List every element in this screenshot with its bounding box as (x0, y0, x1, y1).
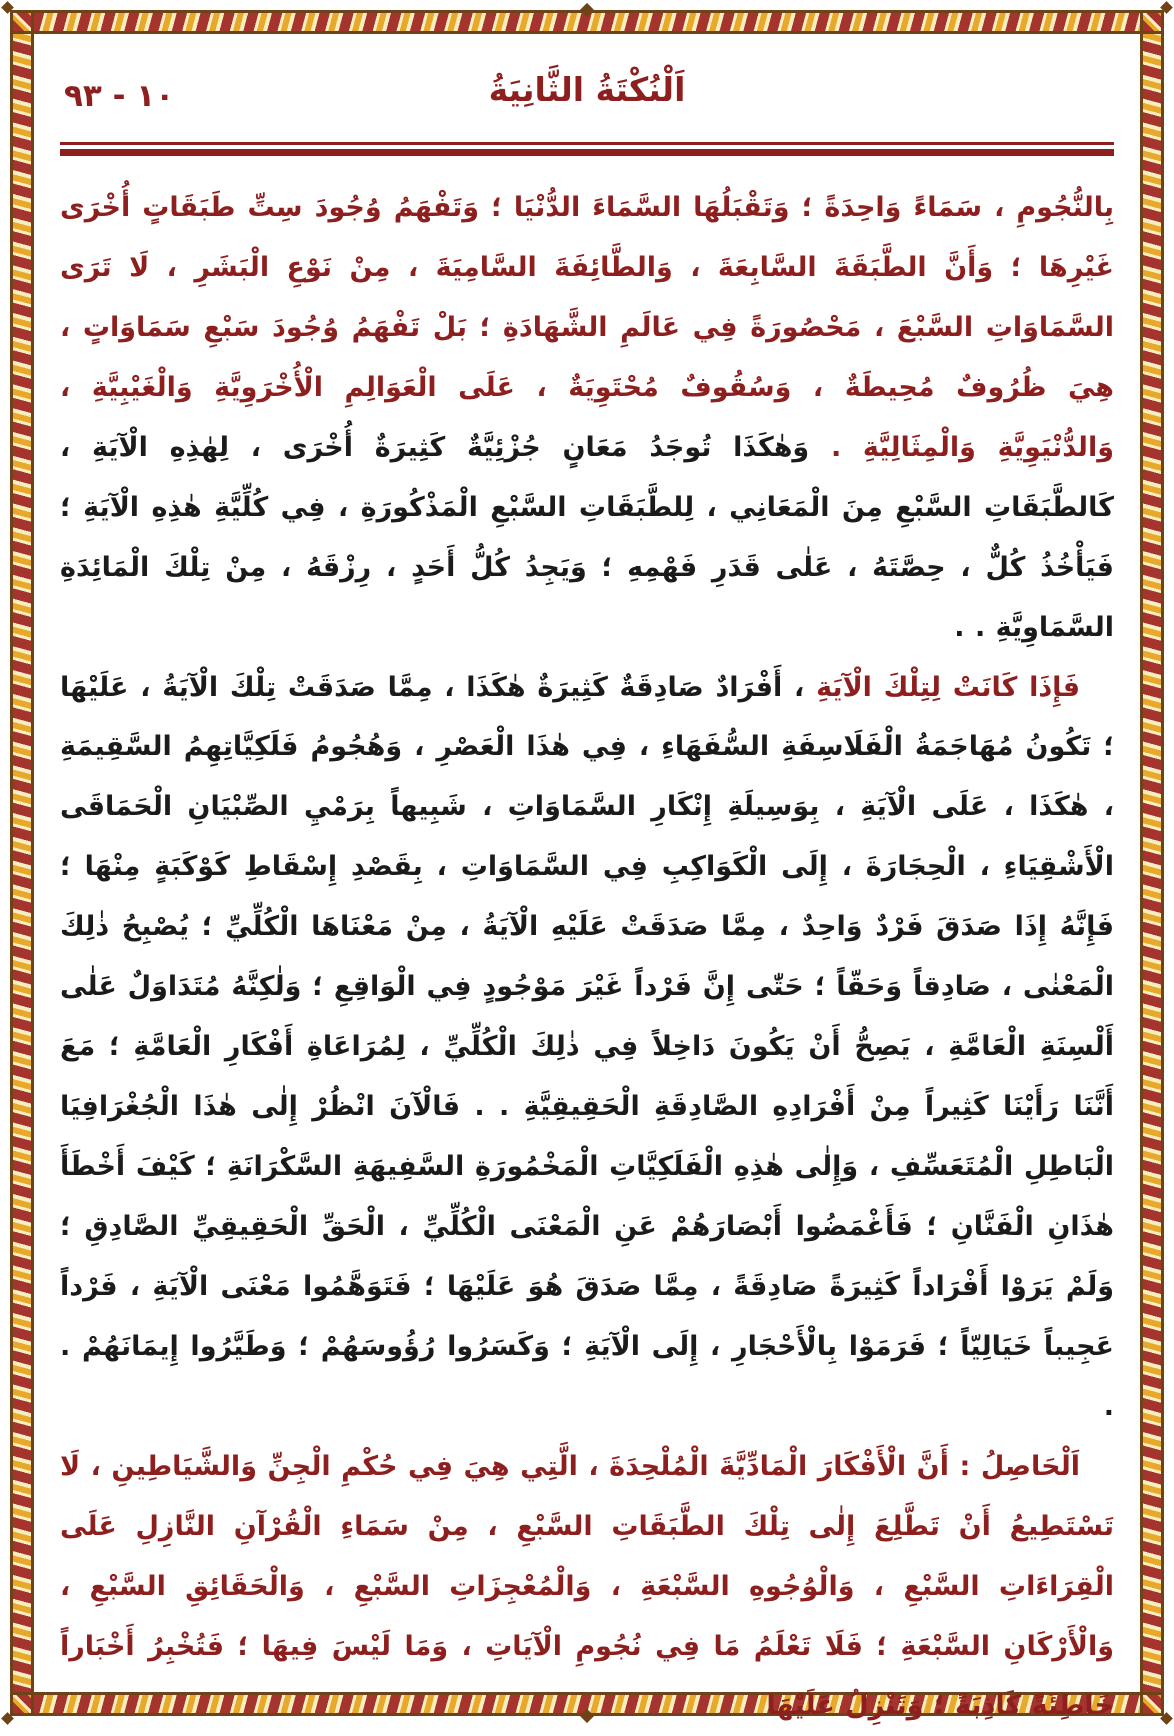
page-title: اَلْنُكْتَةُ الثَّانِيَةُ (488, 70, 686, 109)
ornamental-border-right (1140, 32, 1164, 1694)
border-corner-bottom-right (1140, 1692, 1164, 1716)
page-content (60, 62, 1114, 1736)
paragraph-segment-red: بِالنُّجُومِ ، سَمَاءً وَاحِدَةً ؛ وَتَقْبَلُهَا السَّمَاءَ الدُّنْيَا ؛ وَتَفْهَمُ وُجُودَ سِتِّ طَبَقَاتٍ أُخْرَى غَيْرِهَا ؛ وَأَنَّ الطَّبَقَةَ السَّابِعَةَ ، وَالطَّائِفَةَ السَّامِيَةَ ، مِنْ نَوْعِ الْبَشَرِ ، لَا تَرَى السَّمَاوَاتِ السَّبْعَ ، مَحْصُورَةً فِي عَالَمِ الشَّهَادَةِ ؛ بَلْ تَفْهَمُ وُجُودَ سَبْعِ سَمَاوَاتٍ ، هِيَ ظُرُوفٌ مُحِيطَةٌ ، وَسُقُوفٌ مُحْتَوِيَةٌ ، عَلَى الْعَوَالِمِ الْأُخْرَوِيَّةِ وَالْغَيْبِيَّةِ ، وَالدُّنْيَوِيَّةِ وَالْمِثَالِيَّةِ . (60, 192, 1114, 463)
paragraph-segment-red: اَلْحَاصِلُ : أَنَّ الْأَفْكَارَ الْمَادِّيَّةَ الْمُلْحِدَةَ ، الَّتِي هِيَ فِي حُكْمِ الْجِنِّ وَالشَّيَاطِينِ ، لَا تَسْتَطِيعُ أَنْ تَطَّلِعَ إِلٰى تِلْكَ الطَّبَقَاتِ السَّبْعِ ، مِنْ سَمَاءِ الْقُرْآنِ النَّازِلِ عَلَى الْقِرَاءَاتِ السَّبْعِ ، وَالْوُجُوهِ السَّبْعَةِ ، وَالْمُعْجِزَاتِ السَّبْعِ ، وَالْحَقَائِقِ السَّبْعِ ، وَالْأَرْكَانِ السَّبْعَةِ ؛ فَلَا تَعْلَمُ مَا فِي نُجُومِ الْآيَاتِ ، وَمَا لَيْسَ فِيهَا ؛ فَتُخْبِرُ أَخْبَاراً خَاطِئَةً كَاذِبَةً ؛ وَتَنْزِلُ عَلَيْهَا (60, 1450, 1114, 1722)
border-corner-top-right (1140, 10, 1164, 34)
header-rule (60, 142, 1114, 156)
header-rule-thin-line (60, 142, 1114, 145)
border-corner-top-left (10, 10, 34, 34)
body-text (60, 178, 1114, 1736)
header-rule-thick-line (60, 149, 1114, 156)
paragraph (60, 658, 1114, 1437)
paragraph (60, 1437, 1114, 1736)
page-number: ٩٣ - ١٠ (64, 78, 175, 114)
page-header (60, 62, 1114, 132)
paragraph-segment-black: وَهٰكَذَا تُوجَدُ مَعَانٍ جُزْئِيَّةٌ كَثِيرَةٌ أُخْرَى ، لِهٰذِهِ الْآيَةِ ، كَالطَّبَقَاتِ السَّبْعِ مِنَ الْمَعَانِي ، لِلطَّبَقَاتِ السَّبْعِ الْمَذْكُورَةِ ، فِي كُلِّيَّةِ هٰذِهِ الْآيَةِ ؛ فَيَأْخُذُ كُلٌّ ، حِصَّتَهُ ، عَلٰى قَدَرِ فَهْمِهِ ؛ وَيَجِدُ كُلُّ أَحَدٍ ، رِزْقَهُ ، مِنْ تِلْكَ الْمَائِدَةِ السَّمَاوِيَّةِ . . (60, 431, 1114, 643)
paragraph (60, 178, 1114, 658)
border-corner-bottom-left (10, 1692, 34, 1716)
paragraph-segment-red: فَإِذَا كَانَتْ لِتِلْكَ الْآيَةِ (816, 671, 1081, 703)
paragraph-segment-black: ، أَفْرَادٌ صَادِقَةٌ كَثِيرَةٌ هٰكَذَا ، مِمَّا صَدَقَتْ تِلْكَ الْآيَةُ ، عَلَيْهَا ؛ تَكُونُ مُهَاجَمَةُ الْفَلَاسِفَةِ السُّفَهَاءِ ، فِي هٰذَا الْعَصْرِ ، وَهُجُومُ فَلَكِيَّاتِهِمُ السَّقِيمَةِ ، هٰكَذَا ، عَلَى الْآيَةِ ، بِوَسِيلَةِ إِنْكَارِ السَّمَاوَاتِ ، شَبِيهاً بِرَمْيِ الصِّبْيَانِ الْحَمَاقَى الْأَشْقِيَاءِ ، الْحِجَارَةَ ، إِلَى الْكَوَاكِبِ فِي السَّمَاوَاتِ ، بِقَصْدِ إِسْقَاطِ كَوْكَبَةٍ مِنْهَا ؛ فَإِنَّهُ إِذَا صَدَقَ فَرْدٌ وَاحِدٌ ، مِمَّا صَدَقَتْ عَلَيْهِ الْآيَةُ ، مِنْ مَعْنَاهَا الْكُلِّيِّ ؛ يُصْبِحُ ذٰلِكَ الْمَعْنٰى ، صَادِقاً وَحَقّاً ؛ حَتّٰى إِنَّ فَرْداً غَيْرَ مَوْجُودٍ فِي الْوَاقِعِ ؛ وَلٰكِنَّهُ مُتَدَاوَلٌ عَلٰى أَلْسِنَةِ الْعَامَّةِ ، يَصِحُّ أَنْ يَكُونَ دَاخِلاً فِي ذٰلِكَ الْكُلِّيِّ ، لِمُرَاعَاةِ أَفْكَارِ الْعَامَّةِ ؛ مَعَ أَنَّنَا رَأَيْنَا كَثِيراً مِنْ أَفْرَادِهِ الصَّادِقَةِ الْحَقِيقِيَّةِ . . فَالْآنَ انْظُرْ إِلٰى هٰذَا الْجُغْرَافِيَا الْبَاطِلِ الْمُتَعَسِّفِ ، وَإِلٰى هٰذِهِ الْفَلَكِيَّاتِ الْمَخْمُورَةِ السَّفِيهَةِ السَّكْرَانَةِ ؛ كَيْفَ أَخْطَأَ هٰذَانِ الْفَنَّانِ ؛ فَأَغْمَضُوا أَبْصَارَهُمْ عَنِ الْمَعْنَى الْكُلِّيِّ ، الْحَقِّ الْحَقِيقِيِّ الصَّادِقِ ؛ وَلَمْ يَرَوْا أَفْرَاداً كَثِيرَةً صَادِقَةً ، مِمَّا صَدَقَ هُوَ عَلَيْهَا ؛ فَتَوَهَّمُوا مَعْنَى الْآيَةِ ، فَرْداً عَجِيباً خَيَالِيّاً ؛ فَرَمَوْا بِالْأَحْجَارِ ، إِلَى الْآيَةِ ؛ وَكَسَرُوا رُؤُوسَهُمْ ؛ وَطَيَّرُوا إِيمَانَهُمْ . . (60, 671, 1114, 1422)
ornamental-border-left (10, 32, 34, 1694)
